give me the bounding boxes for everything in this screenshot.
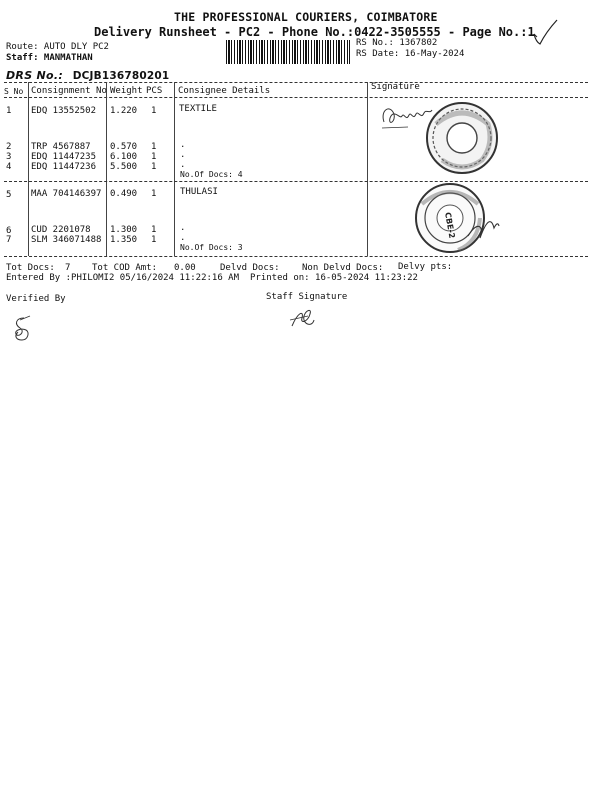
row-sno: 7: [6, 235, 12, 245]
row-consignment: SLM 346071488: [31, 235, 102, 245]
row-consignee: .: [180, 150, 186, 160]
table-top-rule: [4, 82, 588, 83]
runsheet-heading: Delivery Runsheet - PC2 - Phone No.:0422-3505555 - Page No.:1: [94, 25, 535, 39]
row-consignment: EDQ 11447236: [31, 162, 97, 172]
table-bottom-rule: [4, 256, 588, 257]
delivery-points-label: Delvy pts:: [398, 262, 453, 272]
row-pcs: 1: [151, 162, 157, 172]
row-consignment: CUD 2201078: [31, 225, 91, 235]
pharmacy-stamp-seal: [408, 180, 500, 256]
row-pcs: 1: [151, 142, 157, 152]
row-weight: 1.350: [110, 235, 138, 245]
row-pcs: 1: [151, 106, 157, 116]
row-consignee: .: [180, 160, 186, 170]
printed-on: Printed on: 16-05-2024 11:23:22: [250, 273, 418, 283]
row-sno: 6: [6, 226, 12, 236]
drs-value: DCJB136780201: [72, 70, 170, 82]
row-sno: 2: [6, 142, 12, 152]
verifier-signature-scribble: [10, 314, 36, 344]
drs-number: [6, 64, 169, 83]
staff-label: Staff: MANMATHAN: [6, 53, 93, 63]
route-label: Route: AUTO DLY PC2: [6, 42, 109, 52]
row-sno: 1: [6, 106, 12, 116]
total-cod-value: 0.00: [174, 263, 196, 273]
rs-date: RS Date: 16-May-2024: [356, 49, 465, 59]
company-title: THE PROFESSIONAL COURIERS, COIMBATORE: [174, 10, 438, 24]
company-stamp-seal: [424, 100, 500, 176]
staff-signature-scribble: [288, 306, 318, 332]
total-docs-label: Tot Docs:: [6, 263, 55, 273]
column-header-consignment: Consignment No: [31, 86, 107, 96]
row-consignee: THULASI: [180, 187, 218, 197]
rs-number: RS No.: 1367802: [356, 38, 438, 48]
row-consignee: .: [180, 233, 186, 243]
delivered-docs-label: Delvd Docs:: [220, 263, 280, 273]
row-consignment: EDQ 13552502: [31, 106, 97, 116]
staff-signature-label: Staff Signature: [266, 292, 348, 302]
drs-label: DRS No.:: [6, 69, 64, 82]
non-delivered-docs-label: Non Delvd Docs:: [302, 263, 384, 273]
group1-doc-count: No.Of Docs: 4: [180, 170, 243, 179]
row-weight: 1.300: [110, 225, 138, 235]
svg-text:CBE-2: CBE-2: [443, 211, 457, 240]
column-header-sno: S No: [4, 87, 24, 96]
row-weight: 1.220: [110, 106, 138, 116]
column-header-pcs: PCS: [146, 86, 163, 96]
row-weight: 0.570: [110, 142, 138, 152]
column-header-signature: Signature: [371, 82, 420, 92]
row-sno: 4: [6, 162, 12, 172]
row-sno: 5: [6, 190, 12, 200]
verified-by-label: Verified By: [6, 294, 66, 304]
row-pcs: 1: [151, 225, 157, 235]
row-pcs: 1: [151, 189, 157, 199]
barcode: [226, 40, 350, 64]
column-header-consignee: Consignee Details: [178, 86, 271, 96]
row-weight: 6.100: [110, 152, 138, 162]
row-pcs: 1: [151, 235, 157, 245]
row-consignment: MAA 704146397: [31, 189, 102, 199]
group2-doc-count: No.Of Docs: 3: [180, 243, 243, 252]
column-header-weight: Weight: [110, 86, 143, 96]
row-weight: 0.490: [110, 189, 138, 199]
row-consignment: TRP 4567887: [31, 142, 91, 152]
entered-by: Entered By :PHILOMI2 05/16/2024 11:22:16 AM: [6, 273, 239, 283]
row-sno: 3: [6, 152, 12, 162]
row-pcs: 1: [151, 152, 157, 162]
row-consignee: .: [180, 223, 186, 233]
total-docs-value: 7: [65, 263, 71, 273]
checkmark-icon: [530, 18, 560, 48]
row-consignment: EDQ 11447235: [31, 152, 97, 162]
group-separator: [4, 181, 588, 182]
table-header-rule: [4, 97, 588, 98]
row-consignee: .: [180, 140, 186, 150]
total-cod-label: Tot COD Amt:: [92, 263, 158, 273]
row-consignee: TEXTILE: [179, 104, 217, 114]
row-weight: 5.500: [110, 162, 138, 172]
